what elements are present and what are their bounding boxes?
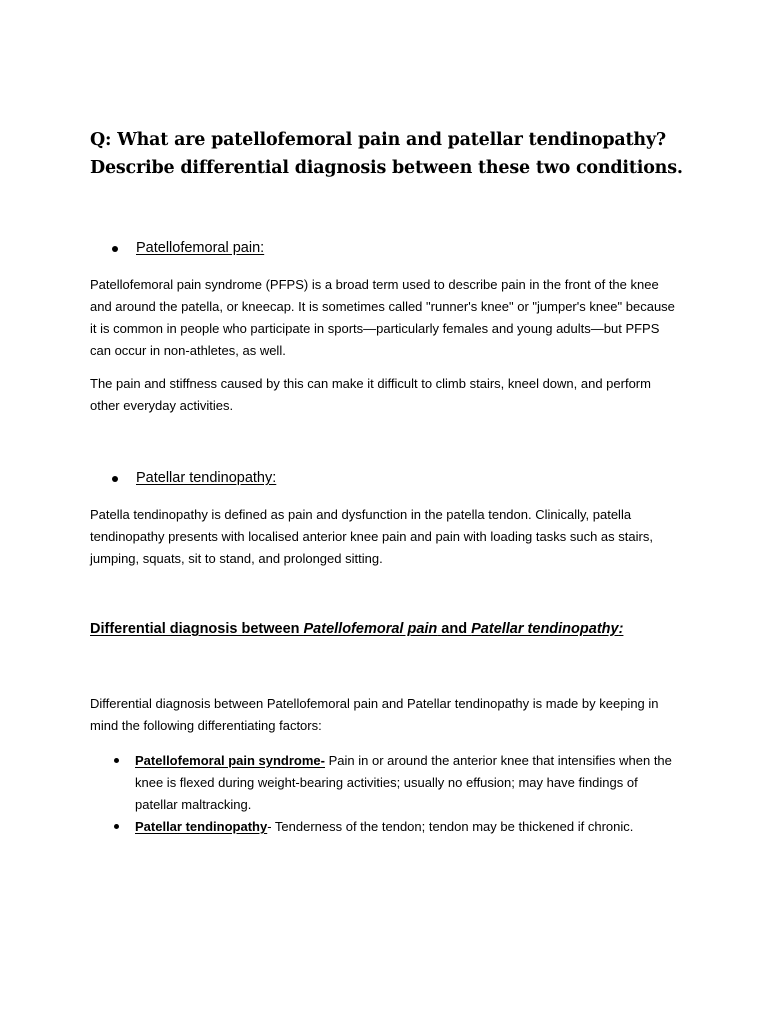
differential-heading-term-1: Patellofemoral pain: [303, 621, 438, 637]
question-line-1: Q: What are patellofemoral pain and patellar tendinopathy?: [90, 130, 666, 150]
differential-factors-list: [90, 750, 680, 838]
factor-text: Pain in or around the anterior knee that intensifies when the knee is flexed during weight-bearing activities; usually no effusion; may have findings of patellar maltracking.: [135, 753, 672, 812]
differential-heading-colon: :: [618, 621, 624, 637]
differential-heading-and: and: [437, 621, 472, 637]
differential-heading: [90, 619, 623, 639]
bullet-icon: [112, 476, 118, 482]
pt-heading-label: Patellar tendinopathy:: [136, 470, 277, 486]
question-line-2: Describe differential diagnosis between these two conditions.: [90, 158, 683, 178]
differential-intro: Differential diagnosis between Patellofemoral pain and Patellar tendinopathy is made by keeping in mind the following differentiating factors:: [90, 696, 659, 733]
factor-term: Patellofemoral pain syndrome-: [135, 753, 325, 768]
differential-heading-term-2: Patellar tendinopathy: [471, 621, 619, 637]
pfp-heading-label: Patellofemoral pain:: [136, 240, 265, 256]
bullet-icon: [112, 246, 118, 252]
list-item: [90, 816, 680, 838]
question-title: [90, 126, 730, 182]
pt-paragraph: Patella tendinopathy is defined as pain and dysfunction in the patella tendon. Clinically, patella tendinopathy presents with localised anterior knee pain and pain with loading tasks such as stairs, jumping, squats, sit to stand, and prolonged sitting.: [90, 507, 653, 566]
pfp-paragraph-2: The pain and stiffness caused by this can make it difficult to climb stairs, kneel down, and perform other everyday activities.: [90, 376, 651, 413]
differential-heading-prefix: Differential diagnosis between: [90, 621, 304, 637]
factor-text: - Tenderness of the tendon; tendon may be thickened if chronic.: [267, 819, 634, 834]
bullet-icon: [114, 758, 119, 763]
pfp-paragraph-1: Patellofemoral pain syndrome (PFPS) is a broad term used to describe pain in the front of the knee and around the patella, or kneecap. It is sometimes called "runner's knee" or "jumper's knee" because it is common in people who participate in sports—particularly females and young adults—but PFPS can occur in non-athletes, as well.: [90, 277, 675, 358]
bullet-icon: [114, 824, 119, 829]
list-item: [90, 750, 680, 816]
factor-term: Patellar tendinopathy: [135, 819, 268, 834]
